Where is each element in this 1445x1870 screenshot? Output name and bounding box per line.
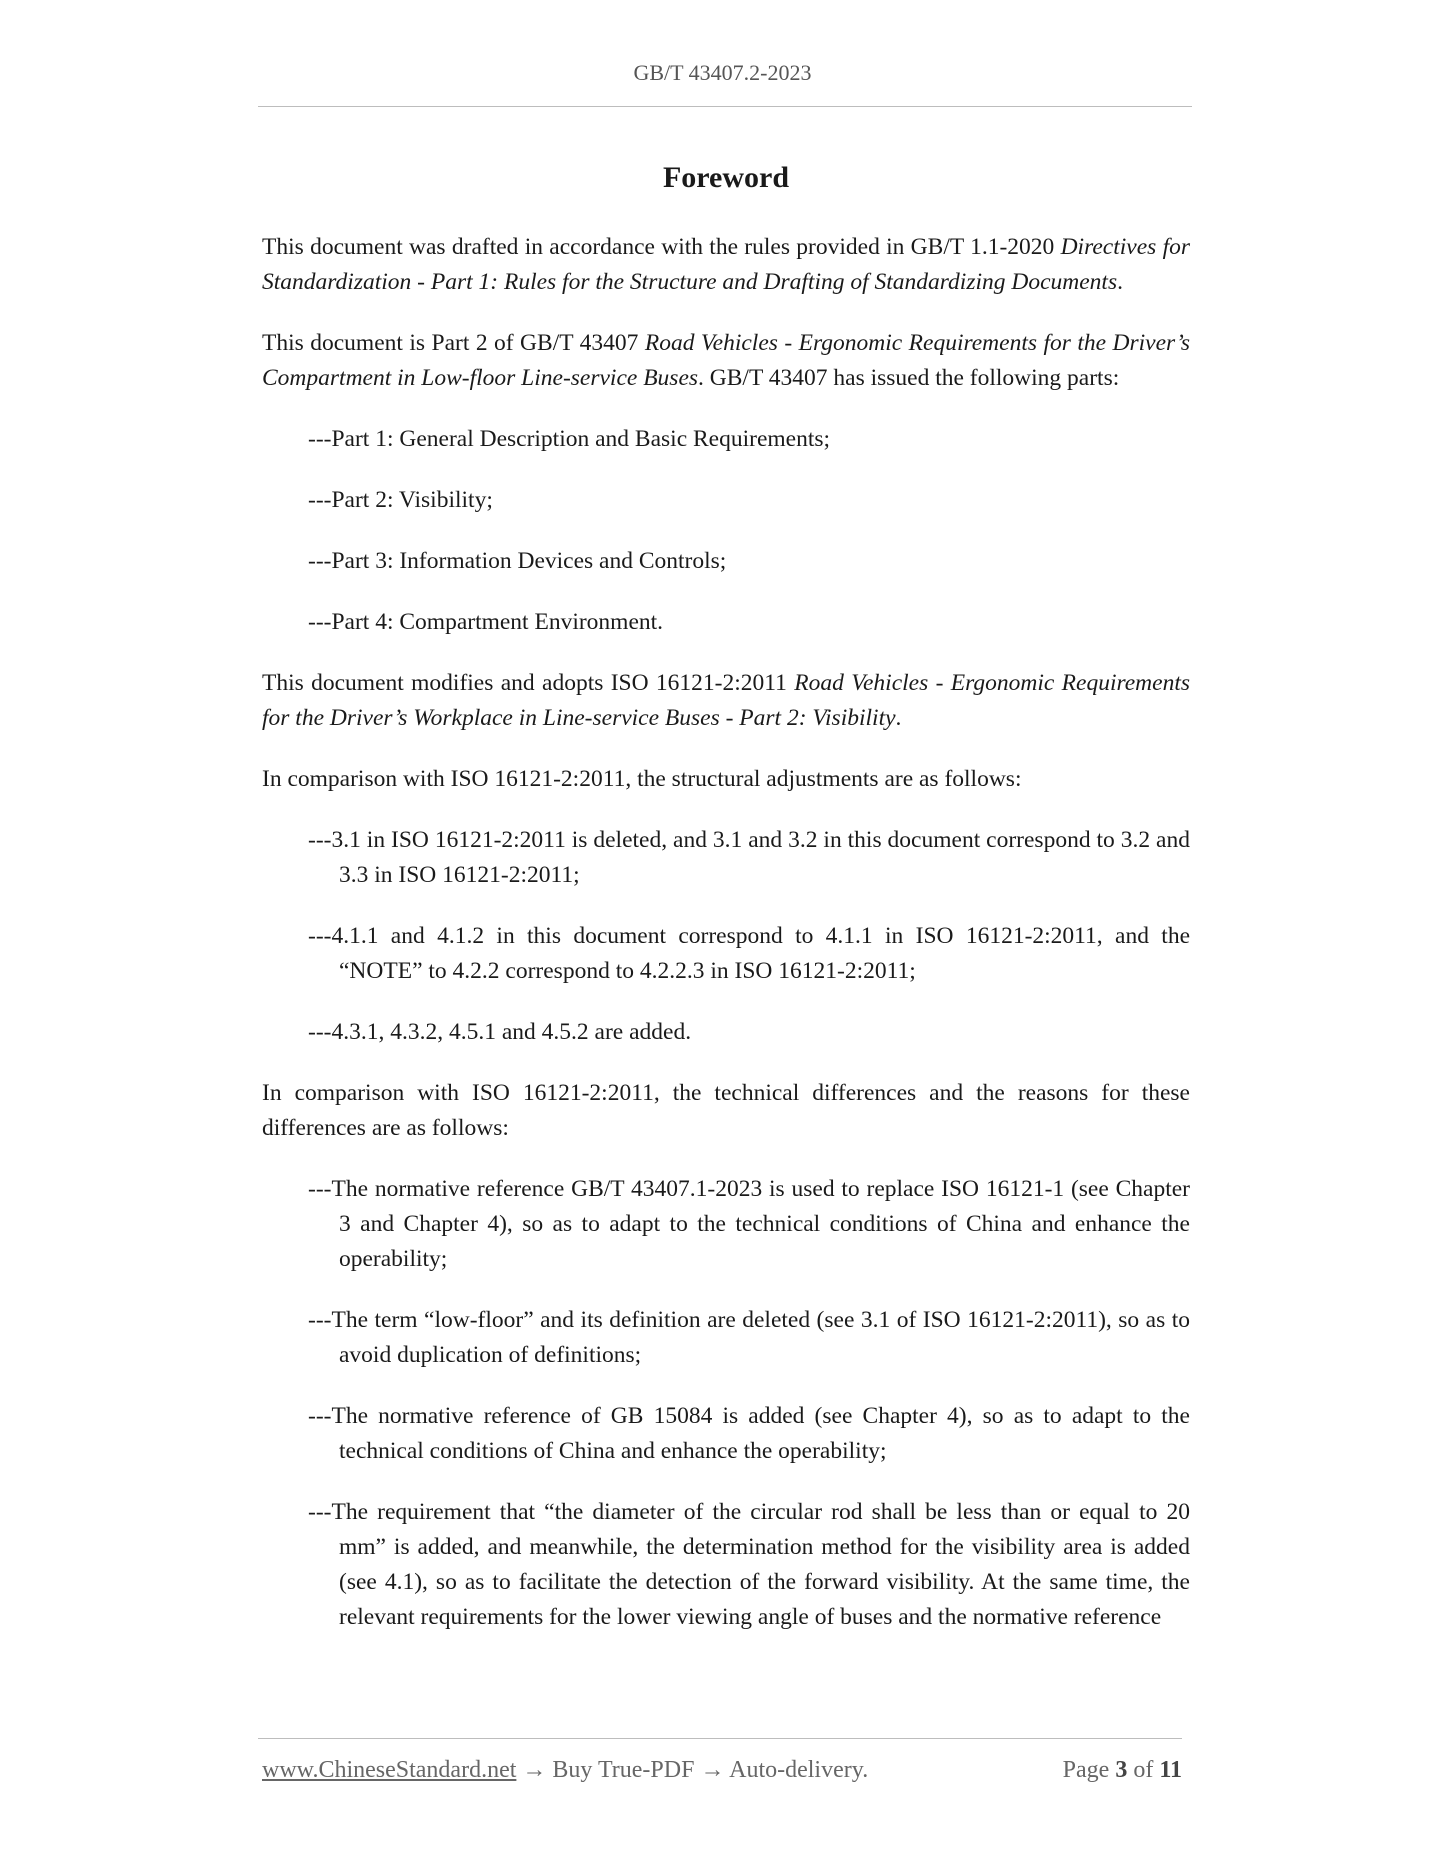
paragraph-italic-title: Directives for Standardization - Part 1: Rules for the Structure and Drafting of Standardizing Documents [262, 234, 1190, 295]
page-indicator [1063, 1757, 1182, 1784]
footer-tagline: → Buy True-PDF → Auto-delivery. [516, 1757, 869, 1783]
paragraph-text: This document modifies and adopts ISO 16121-2:2011 [262, 670, 795, 696]
paragraph-text: . [895, 705, 902, 731]
website-link[interactable]: www.ChineseStandard.net [262, 1757, 517, 1783]
list-item-technical: ---The normative reference of GB 15084 is added (see Chapter 4), so as to adapt to the technical conditions of China and enhance the operability; [308, 1403, 1190, 1464]
paragraph-structural-intro: In comparison with ISO 16121-2:2011, the structural adjustments are as follows: [262, 766, 1022, 792]
list-item-structural: ---3.1 in ISO 16121-2:2011 is deleted, and 3.1 and 3.2 in this document correspond to 3.2 and 3.3 in ISO 16121-2:2011; [308, 827, 1190, 888]
paragraph-adoption [262, 666, 1190, 736]
list-item-structural: ---4.1.1 and 4.1.2 in this document correspond to 4.1.1 in ISO 16121-2:2011, and the “NOTE” to 4.2.2 correspond to 4.2.2.3 in ISO 16121-2:2011; [308, 923, 1190, 984]
header-divider [258, 106, 1192, 107]
list-item-technical: ---The requirement that “the diameter of the circular rod shall be less than or equal to 20 mm” is added, and meanwhile, the determination method for the visibility area is added (see 4.1), so as to facilitate the detection of the forward visibility. At the same time, the relevant requirements for the lower viewing angle of buses and the normative reference [308, 1499, 1190, 1630]
footer-divider [258, 1738, 1182, 1739]
current-page-number: 3 [1115, 1757, 1128, 1783]
paragraph-italic-title: Road Vehicles - Ergonomic Requirements for the Driver’s Compartment in Low-floor Line-service Buses [262, 330, 1190, 391]
paragraph-text: . [1117, 269, 1123, 295]
paragraph-text: This document is Part 2 of GB/T 43407 [262, 330, 645, 356]
paragraph-drafting-rules [262, 230, 1190, 300]
list-item-part: ---Part 2: Visibility; [308, 487, 493, 513]
footer-promo [262, 1757, 868, 1784]
paragraph-technical-intro: In comparison with ISO 16121-2:2011, the technical differences and the reasons for these differences are as follows: [262, 1080, 1190, 1141]
list-item-part: ---Part 4: Compartment Environment. [308, 609, 664, 635]
page-body [262, 158, 1190, 1661]
of-label: of [1133, 1757, 1154, 1783]
list-item-part: ---Part 3: Information Devices and Controls; [308, 548, 727, 574]
list-item-technical: ---The term “low-floor” and its definition are deleted (see 3.1 of ISO 16121-2:2011), so as to avoid duplication of definitions; [308, 1307, 1190, 1368]
paragraph-part-of-series [262, 326, 1190, 396]
page-title: Foreword [662, 161, 790, 194]
total-pages: 11 [1159, 1757, 1182, 1783]
document-header-code: GB/T 43407.2-2023 [633, 60, 812, 85]
list-item-structural: ---4.3.1, 4.3.2, 4.5.1 and 4.5.2 are added. [308, 1019, 692, 1045]
list-item-part: ---Part 1: General Description and Basic Requirements; [308, 426, 831, 452]
paragraph-text: This document was drafted in accordance with the rules provided in GB/T 1.1-2020 [262, 234, 1061, 260]
paragraph-text: . GB/T 43407 has issued the following parts: [698, 365, 1120, 391]
paragraph-italic-title: Road Vehicles - Ergonomic Requirements for the Driver’s Workplace in Line-service Buses - Part 2: Visibility [262, 670, 1191, 731]
list-item-technical: ---The normative reference GB/T 43407.1-2023 is used to replace ISO 16121-1 (see Chapter 3 and Chapter 4), so as to adapt to the technical conditions of China and enhance the operability; [308, 1176, 1190, 1272]
page-label: Page [1062, 1757, 1110, 1783]
